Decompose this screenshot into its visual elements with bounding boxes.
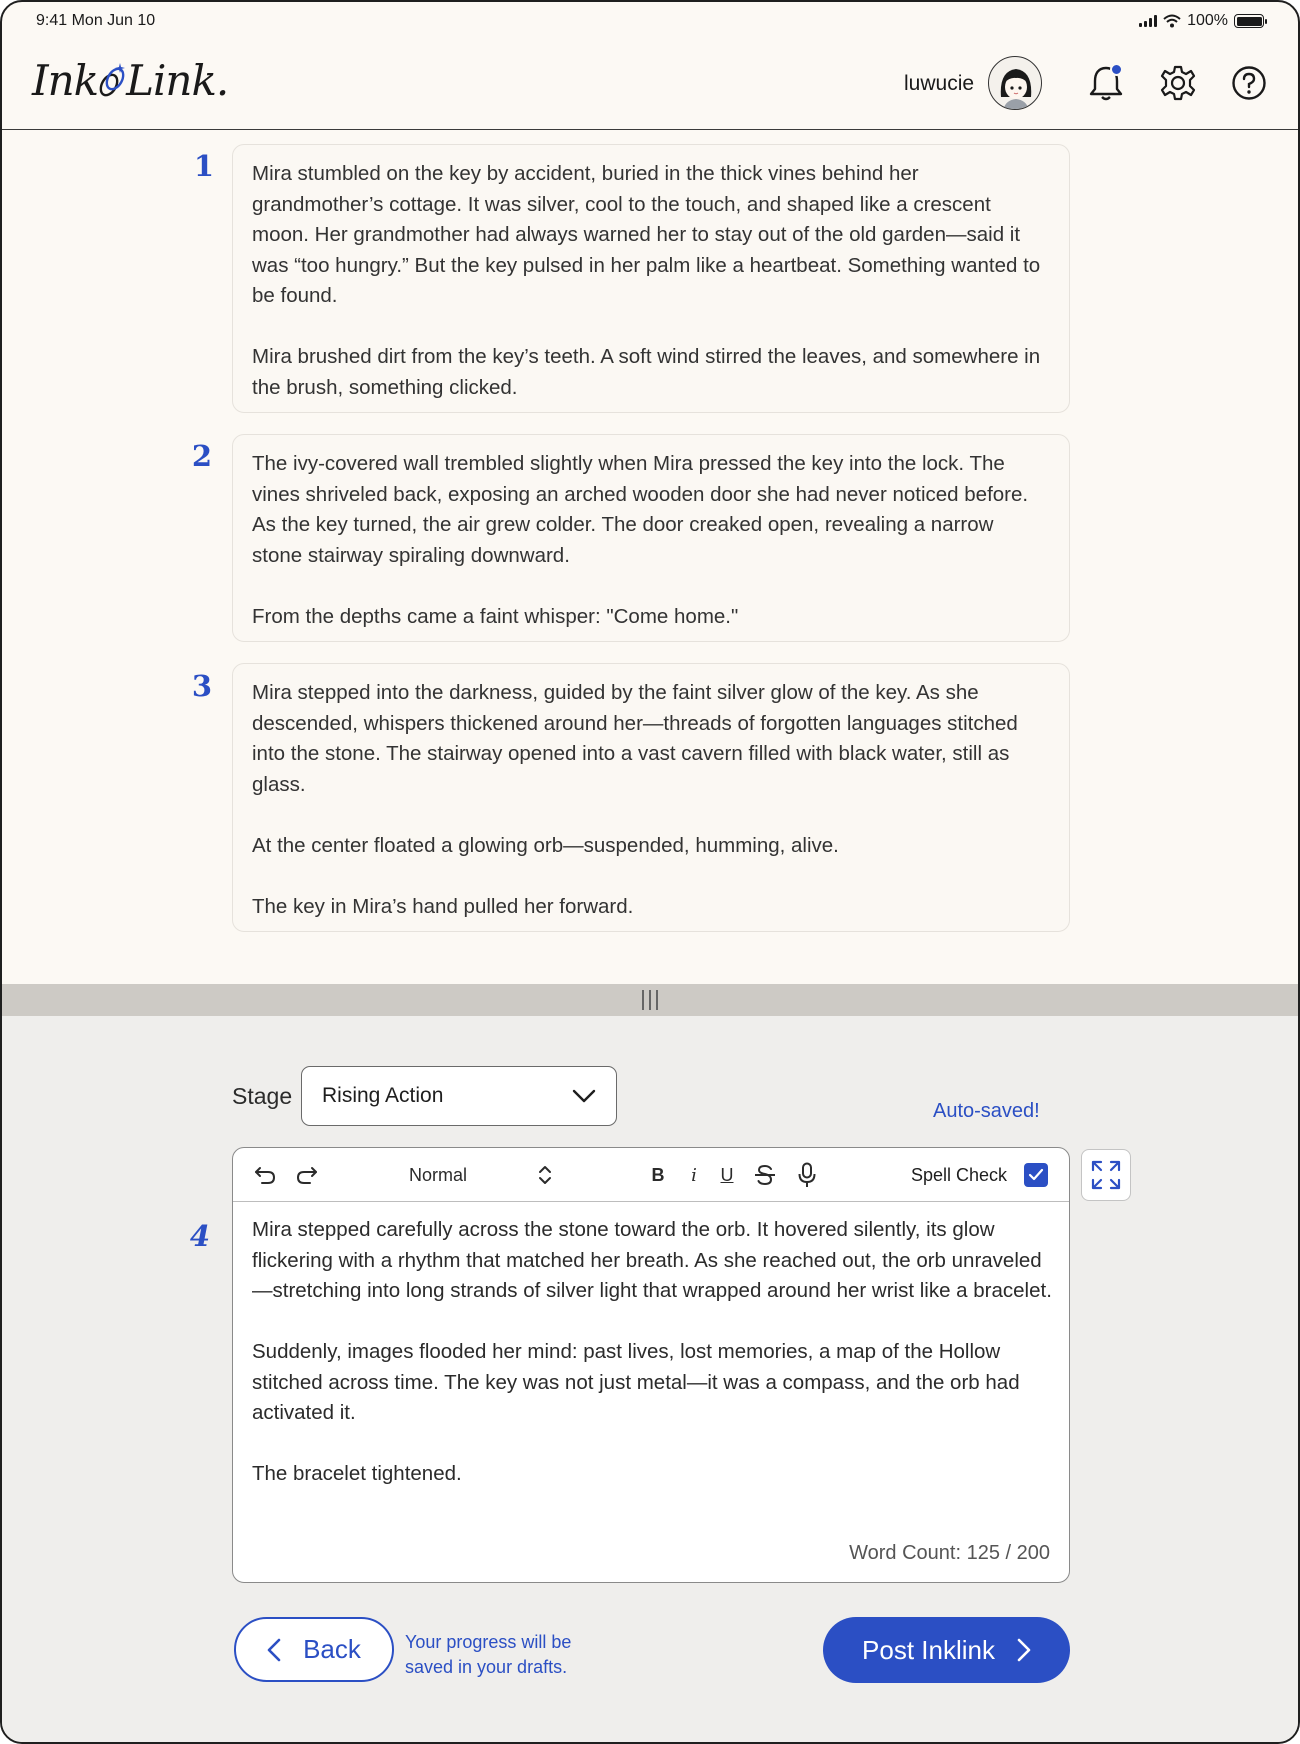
chunk-number: 3: [191, 669, 213, 703]
status-time: 9:41 Mon Jun 10: [36, 12, 156, 29]
text-style-select[interactable]: Normal: [409, 1164, 468, 1185]
username[interactable]: luwucie: [904, 72, 975, 95]
story-chunk: [232, 663, 1070, 932]
redo-icon[interactable]: [293, 1161, 321, 1189]
editor-content[interactable]: [252, 1215, 1052, 1490]
post-inklink-button[interactable]: [823, 1617, 1070, 1683]
chunk-number: 4: [189, 1219, 211, 1253]
editor-paragraph: Mira stepped carefully across the stone toward the orb. It hovered silently, its glow flickering with a rhythm that matched her breath. As she reached out, the orb unraveled—stretching into long strands of silver light that wrapped around her wrist like a bracelet.: [252, 1218, 1052, 1302]
back-label: Back: [303, 1634, 361, 1664]
battery-percent: 100%: [1187, 12, 1228, 29]
editor-paragraph: Suddenly, images flooded her mind: past lives, lost memories, a map of the Hollow stitched across time. The key was not just metal—it was a compass, and the orb had activated it.: [252, 1340, 1020, 1424]
story-chunk: [232, 434, 1070, 642]
chunk-paragraph: From the depths came a faint whisper: "Come home.": [252, 604, 739, 628]
chunk-paragraph: Mira stumbled on the key by accident, buried in the thick vines behind her grandmother’s cottage. It was silver, cool to the touch, and shaped like a crescent moon. Her grandmother had always warned her to stay out of the old garden—said it was “too hungry.” But the key pulsed in her palm like a heartbeat. Something wanted to be found.: [252, 162, 1041, 307]
gear-icon[interactable]: [1156, 61, 1200, 105]
chunk-paragraph: Mira stepped into the darkness, guided by the faint silver glow of the key. As she descended, whispers thickened around her—threads of forgotten languages stitched into the stone. The stairway opened into a vast cavern filled with black water, still as glass.: [252, 681, 1018, 796]
battery-icon: [1234, 14, 1264, 28]
logo-text-link: Link.: [126, 56, 229, 105]
chunk-paragraph: At the center floated a glowing orb—suspended, humming, alive.: [252, 833, 839, 857]
signal-icon: [1139, 15, 1157, 27]
stage-selected-value: Rising Action: [322, 1084, 444, 1107]
bold-button[interactable]: B: [651, 1164, 665, 1185]
word-count: Word Count: 125 / 200: [849, 1542, 1050, 1564]
up-down-chevron-icon[interactable]: [535, 1161, 555, 1189]
help-icon[interactable]: [1227, 61, 1271, 105]
editor-pane: [2, 1016, 1298, 1744]
back-button[interactable]: [234, 1617, 394, 1682]
text-editor[interactable]: [232, 1147, 1070, 1583]
logo-text-ink: Ink: [32, 56, 99, 105]
chunk-number: 1: [193, 149, 215, 183]
chunk-paragraph: The key in Mira’s hand pulled her forward.: [252, 894, 634, 918]
drag-handle-icon[interactable]: [642, 990, 658, 1010]
checkmark-icon: [1028, 1168, 1044, 1182]
drafts-hint: Your progress will be saved in your drafts.: [405, 1632, 572, 1677]
avatar[interactable]: [988, 56, 1042, 110]
bell-icon[interactable]: [1084, 61, 1128, 105]
stage-dropdown[interactable]: [301, 1066, 617, 1126]
editor-paragraph: The bracelet tightened.: [252, 1462, 462, 1485]
user-avatar-illustration: [989, 57, 1042, 110]
microphone-icon[interactable]: [795, 1161, 819, 1189]
post-label: Post Inklink: [862, 1634, 995, 1665]
chevron-down-icon: [572, 1089, 596, 1103]
status-indicators: [1139, 12, 1264, 30]
inklink-logo[interactable]: [32, 56, 228, 105]
story-chunk: [232, 144, 1070, 413]
chevron-left-icon: [267, 1638, 281, 1662]
spell-check-label: Spell Check: [911, 1164, 1008, 1185]
status-bar: [2, 2, 1298, 42]
chunk-paragraph: The ivy-covered wall trembled slightly when Mira pressed the key into the lock. The vines shriveled back, exposing an arched wooden door she had never noticed before. As the key turned, the air grew colder. The door creaked open, revealing a narrow stone stairway spiraling downward.: [252, 452, 1029, 567]
spell-check-checkbox[interactable]: [1024, 1163, 1048, 1187]
expand-editor-button[interactable]: [1081, 1149, 1131, 1201]
stage-label: Stage: [232, 1083, 293, 1109]
chunk-paragraph: Mira brushed dirt from the key’s teeth. A soft wind stirred the leaves, and somewhere in the brush, something clicked.: [252, 345, 1041, 399]
chain-link-icon: [98, 61, 126, 101]
editor-toolbar: [233, 1148, 1069, 1202]
autosave-status: Auto-saved!: [933, 1100, 1040, 1122]
wifi-icon: [1163, 14, 1181, 28]
notification-dot: [1110, 63, 1123, 76]
chevron-right-icon: [1017, 1638, 1031, 1662]
italic-button[interactable]: i: [691, 1164, 697, 1186]
underline-button[interactable]: U: [720, 1164, 734, 1185]
chunk-number: 2: [191, 439, 213, 473]
undo-icon[interactable]: [251, 1161, 279, 1189]
expand-icon: [1090, 1159, 1122, 1191]
app-header: [2, 42, 1298, 130]
split-view-divider[interactable]: [2, 984, 1298, 1016]
strikethrough-icon[interactable]: [751, 1161, 779, 1189]
